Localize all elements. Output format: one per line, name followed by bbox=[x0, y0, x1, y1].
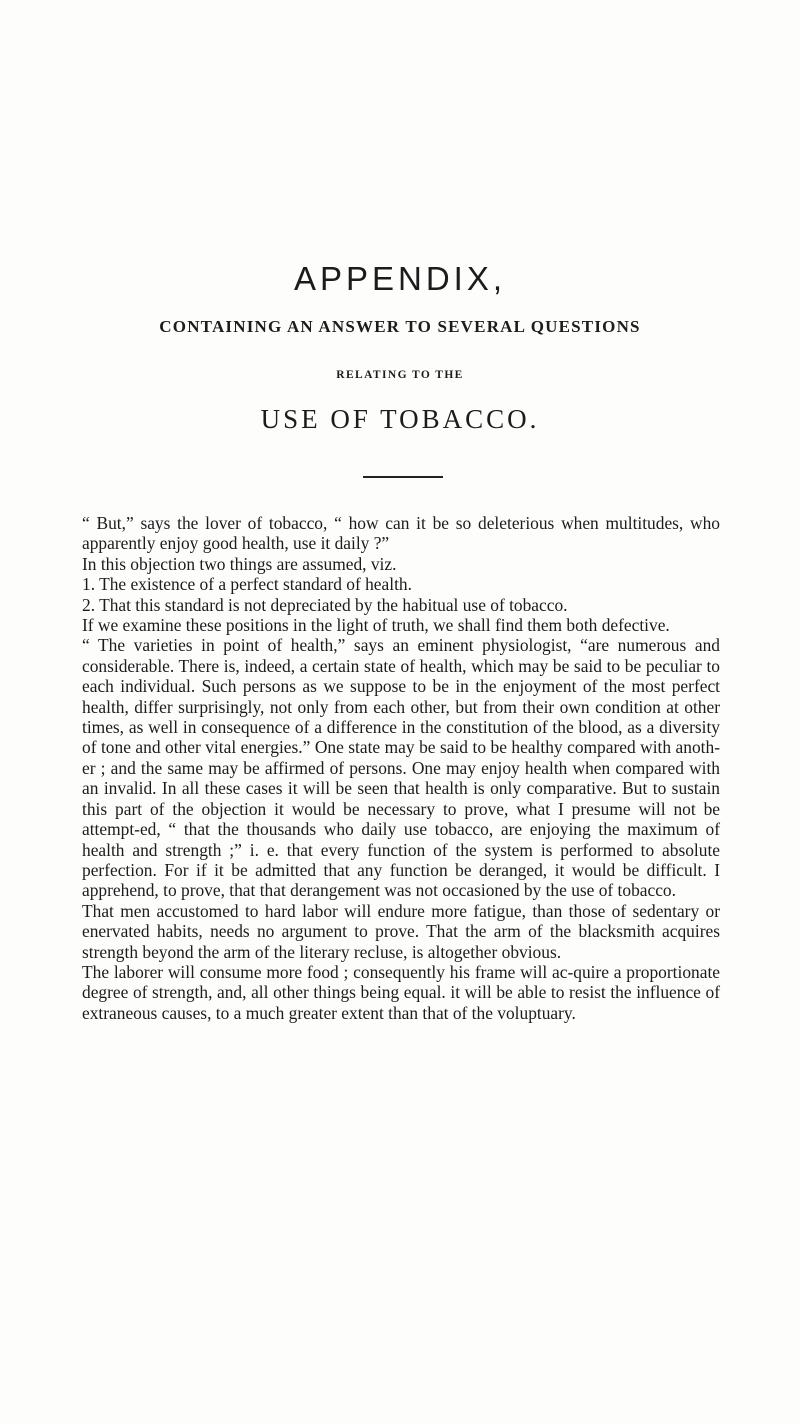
paragraph: The laborer will consume more food ; consequently his frame will ac-quire a proportionate degree of strength, and, all other things being equal. it will be able to resist the influence of extraneous causes, to a much greater extent than that of the voluptuary. bbox=[82, 961, 720, 1023]
subject-heading: USE OF TOBACCO. bbox=[260, 404, 540, 434]
paragraph: “ The varieties in point of health,” says an eminent physiologist, “are numerous and considerable. There is, indeed, a certain state of health, which may be said to be peculiar to each individual. Such persons as we suppose to be in the enjoyment of the most perfect health, differ surprisingly, not only from each other, but from their own condition at other times, as well in consequence of a difference in the constitution of the blood, as a diversity of tone and other vital energies.” One state may be said to be healthy compared with anoth-er ; and the same may be affirmed of persons. One may enjoy health when compared with an invalid. In all these cases it will be seen that health is only comparative. But to sustain this part of the objection it would be necessary to prove, what I presume will not be attempt-ed, “ that the thousands who daily use tobacco, are enjoying the maximum of health and strength ;” i. e. that every function of the system is performed to absolute perfection. For if it be admitted that any function be deranged, it would be difficult. I apprehend, to prove, that that derangement was not occasioned by the use of tobacco. bbox=[82, 635, 720, 901]
appendix-subtitle: CONTAINING AN ANSWER TO SEVERAL QUESTIONS bbox=[159, 317, 641, 336]
appendix-title: APPENDIX, bbox=[293, 260, 507, 297]
relating-line: RELATING TO THE bbox=[336, 369, 464, 381]
paragraph: “ But,” says the lover of tobacco, “ how can it be so deleterious when multitudes, who apparently enjoy good health, use it daily ?” bbox=[82, 513, 720, 554]
section-divider bbox=[363, 476, 443, 478]
paragraph: If we examine these positions in the light of truth, we shall find them both defective. bbox=[82, 615, 670, 636]
paragraph: That men accustomed to hard labor will endure more fatigue, than those of sedentary or enervated habits, needs no argument to prove. That the arm of the blacksmith acquires strength beyond the arm of the literary recluse, is altogether obvious. bbox=[82, 900, 720, 962]
body-text bbox=[82, 513, 720, 1023]
paragraph: 1. The existence of a perfect standard of health. bbox=[82, 574, 412, 595]
paragraph: In this objection two things are assumed, viz. bbox=[82, 553, 397, 574]
paragraph: 2. That this standard is not depreciated by the habitual use of tobacco. bbox=[82, 594, 568, 615]
